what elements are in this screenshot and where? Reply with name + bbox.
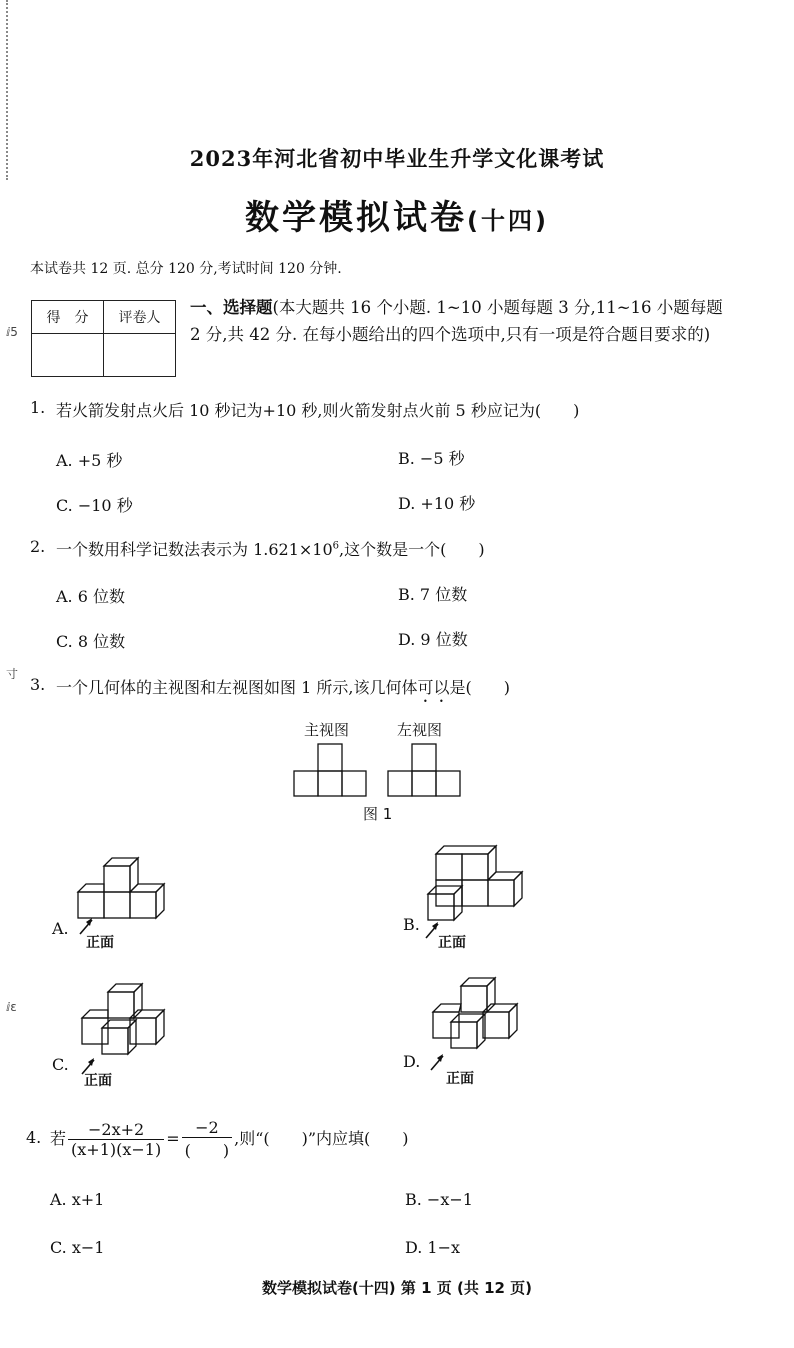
main-view-label: 主视图 (304, 721, 350, 739)
exam-info: 本试卷共 12 页. 总分 120 分,考试时间 120 分钟. (30, 261, 342, 277)
q3-option-a[interactable]: A. (52, 919, 69, 938)
q4-numerator-left: −2x+2 (68, 1120, 164, 1140)
section-1-instructions (190, 294, 730, 348)
q3-option-d-solid (425, 972, 525, 1072)
q3-a-front-label: 正面 (86, 935, 114, 951)
q3-stem-emphasis: 可以 (417, 678, 450, 697)
q3-stem-before: 一个几何体的主视图和左视图如图 1 所示,该几何体 (56, 678, 418, 697)
score-cell[interactable] (32, 334, 104, 377)
q3-option-c[interactable]: C. (52, 1055, 69, 1074)
q3-c-front-label: 正面 (84, 1073, 112, 1089)
q4-fraction-left (68, 1120, 164, 1159)
title-sub: (十四) (467, 207, 549, 235)
section-1-desc: (本大题共 16 个小题. 1~10 小题每题 3 分,11~16 小题每题 2 分,共 42 分. 在每小题给出的四个选项中,只有一项是符合题目要求的) (190, 298, 723, 344)
grader-cell[interactable] (104, 334, 176, 377)
q1-option-b[interactable]: B. −5 秒 (398, 449, 465, 468)
q1-option-c[interactable]: C. −10 秒 (56, 496, 133, 515)
q4-option-a[interactable]: A. x+1 (50, 1190, 105, 1209)
q2-option-c[interactable]: C. 8 位数 (56, 632, 126, 651)
q4-option-b[interactable]: B. −x−1 (405, 1190, 473, 1209)
q4-equals: = (166, 1129, 180, 1148)
score-table (31, 300, 176, 377)
main-view-drawing (294, 744, 366, 796)
section-1-heading: 一、选择题 (190, 298, 273, 317)
left-view-label: 左视图 (397, 721, 443, 739)
q2-option-d[interactable]: D. 9 位数 (398, 630, 468, 649)
left-view-drawing (388, 744, 460, 796)
q2-stem-before: 一个数用科学记数法表示为 1.621×10 (56, 540, 333, 559)
figure-1-views (290, 740, 465, 800)
q4-option-d[interactable]: D. 1−x (405, 1238, 461, 1257)
q2-stem (56, 537, 485, 560)
q1-number: 1. (30, 398, 46, 417)
q4-denominator-right: ( ) (184, 1141, 230, 1160)
figure-1-caption: 图 1 (363, 805, 393, 823)
grader-header: 评卷人 (104, 301, 176, 334)
q3-option-d[interactable]: D. (403, 1052, 421, 1071)
q3-stem-after: 是( ) (449, 678, 510, 697)
side-mark-2: 寸 (6, 667, 19, 681)
exam-line: 2023年河北省初中毕业生升学文化课考试 (189, 146, 605, 171)
q2-stem-after: ,这个数是一个( ) (339, 540, 485, 559)
q1-stem: 若火箭发射点火后 10 秒记为+10 秒,则火箭发射点火前 5 秒应记为( ) (56, 401, 580, 420)
q3-option-c-solid (72, 980, 172, 1080)
side-mark-3: ⅈε (6, 1000, 17, 1014)
q3-stem (56, 675, 510, 706)
q4-fraction-right (182, 1118, 233, 1161)
q3-option-b[interactable]: B. (403, 915, 420, 934)
q3-b-front-label: 正面 (438, 935, 466, 951)
q4-post: ,则“( )”内应填( ) (234, 1129, 409, 1148)
q1-option-d[interactable]: D. +10 秒 (398, 494, 476, 513)
q4-option-c[interactable]: C. x−1 (50, 1238, 105, 1257)
q3-d-front-label: 正面 (446, 1071, 474, 1087)
q2-exponent: 6 (332, 540, 340, 552)
page-title (0, 190, 794, 239)
q2-option-a[interactable]: A. 6 位数 (56, 587, 125, 606)
page-footer: 数学模拟试卷(十四) 第 1 页 (共 12 页) (261, 1279, 533, 1297)
q4-numerator-right: −2 (182, 1118, 233, 1138)
q4-stem (50, 1118, 409, 1161)
title-main: 数学模拟试卷 (245, 198, 468, 238)
side-mark-1: ⅈ5 (6, 325, 18, 339)
q3-number: 3. (30, 675, 46, 694)
q3-option-a-solid (70, 852, 170, 952)
q4-denominator-left: (x+1)(x−1) (71, 1140, 162, 1159)
q1-option-a[interactable]: A. +5 秒 (56, 451, 123, 470)
q2-option-b[interactable]: B. 7 位数 (398, 585, 468, 604)
q4-number: 4. (26, 1128, 42, 1147)
q4-pre: 若 (50, 1129, 67, 1148)
q3-option-b-solid (420, 842, 530, 942)
score-header: 得 分 (32, 301, 104, 334)
q2-number: 2. (30, 537, 46, 556)
